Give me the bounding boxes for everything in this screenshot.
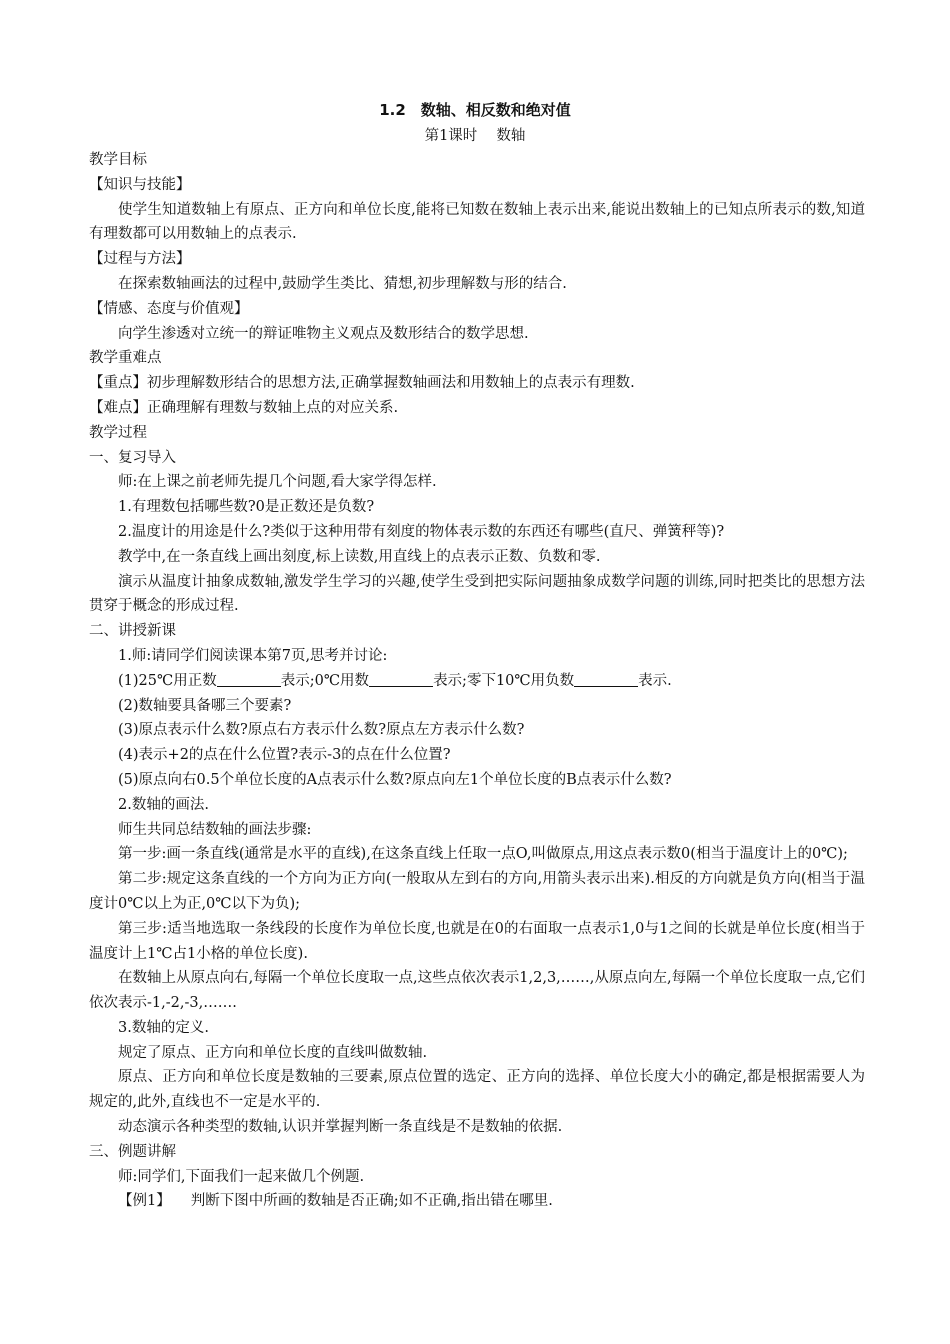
lesson-subtitle: 第1课时 数轴	[424, 128, 526, 144]
example-1-label: 【例1】	[118, 1193, 171, 1210]
document-body	[89, 148, 865, 1214]
section-2-question-4: (4)表示+2的点在什么位置?表示-3的点在什么位置?	[118, 747, 451, 764]
knowledge-label: 【知识与技能】	[89, 176, 191, 193]
section-2-question-5: (5)原点向右0.5个单位长度的A点表示什么数?原点向左1个单位长度的B点表示什么数?	[118, 771, 672, 788]
process-heading: 教学过程	[89, 424, 147, 441]
emotion-label: 【情感、态度与价值观】	[89, 300, 249, 317]
step-3-paragraph: 第三步:适当地选取一条线段的长度作为单位长度,也就是在0的右面取一点表示1,0与1之间的长就是单位长度(相当于温度计上1℃占1小格的单位长度).	[89, 920, 865, 962]
example-1-text: 判断下图中所画的数轴是否正确;如不正确,指出错在哪里.	[190, 1193, 553, 1210]
fill-blank-3[interactable]	[574, 672, 638, 687]
section-2-drawing-heading: 2.数轴的画法.	[118, 796, 209, 813]
section-1-heading: 一、复习导入	[89, 449, 176, 466]
unit-points-paragraph: 在数轴上从原点向右,每隔一个单位长度取一点,这些点依次表示1,2,3,……,从原点向左,每隔一个单位长度取一点,它们依次表示-1,-2,-3,…….	[89, 970, 865, 1012]
fill-blank-2[interactable]	[369, 672, 433, 687]
section-2-heading: 二、讲授新课	[89, 623, 176, 640]
difficult-point: 【难点】正确理解有理数与数轴上点的对应关系.	[89, 399, 399, 416]
section-1-intro: 师:在上课之前老师先提几个问题,看大家学得怎样.	[118, 474, 437, 491]
section-2-question-2: (2)数轴要具备哪三个要素?	[118, 697, 292, 714]
process-label: 【过程与方法】	[89, 251, 191, 268]
question-1-part-b: 表示;0℃用数	[280, 672, 370, 689]
section-1-question-2: 2.温度计的用途是什么?类似于这种用带有刻度的物体表示数的东西还有哪些(直尺、弹簧秤等)?	[118, 523, 725, 540]
emotion-paragraph: 向学生渗透对立统一的辩证唯物主义观点及数形结合的数学思想.	[118, 325, 529, 342]
section-2-summary-intro: 师生共同总结数轴的画法步骤:	[118, 821, 312, 838]
demo-paragraph: 动态演示各种类型的数轴,认识并掌握判断一条直线是不是数轴的依据.	[118, 1119, 563, 1136]
question-1-part-a: (1)25℃用正数	[118, 672, 217, 689]
question-1-part-d: 表示.	[638, 672, 672, 689]
step-1-paragraph: 第一步:画一条直线(通常是水平的直线),在这条直线上任取一点O,叫做原点,用这点表示数0(相当于温度计上的0℃);	[118, 846, 848, 863]
process-paragraph: 在探索数轴画法的过程中,鼓励学生类比、猜想,初步理解数与形的结合.	[118, 275, 567, 292]
objectives-heading: 教学目标	[89, 152, 147, 168]
page-title: 1.2 数轴、相反数和绝对值	[379, 101, 571, 119]
section-1-question-1: 1.有理数包括哪些数?0是正数还是负数?	[118, 499, 375, 516]
knowledge-paragraph: 使学生知道数轴上有原点、正方向和单位长度,能将已知数在数轴上表示出来,能说出数轴上的已知点所表示的数,知道有理数都可以用数轴上的点表示.	[89, 201, 865, 243]
three-elements-paragraph: 原点、正方向和单位长度是数轴的三要素,原点位置的选定、正方向的选择、单位长度大小的确定,都是根据需要人为规定的,此外,直线也不一定是水平的.	[89, 1069, 865, 1111]
definition-heading: 3.数轴的定义.	[118, 1019, 209, 1036]
section-2-intro: 1.师:请同学们阅读课本第7页,思考并讨论:	[118, 647, 388, 664]
fill-blank-1[interactable]	[217, 672, 281, 687]
example-1	[89, 1189, 865, 1214]
definition-text: 规定了原点、正方向和单位长度的直线叫做数轴.	[118, 1044, 428, 1061]
step-2-paragraph: 第二步:规定这条直线的一个方向为正方向(一般取从左到右的方向,用箭头表示出来).相反的方向就是负方向(相当于温度计0℃以上为正,0℃以下为负);	[89, 871, 865, 912]
section-3-intro: 师:同学们,下面我们一起来做几个例题.	[118, 1168, 365, 1185]
keypoints-heading: 教学重难点	[89, 350, 162, 367]
section-2-question-3: (3)原点表示什么数?原点右方表示什么数?原点左方表示什么数?	[118, 722, 525, 739]
key-point: 【重点】初步理解数形结合的思想方法,正确掌握数轴画法和用数轴上的点表示有理数.	[89, 375, 635, 392]
section-3-heading: 三、例题讲解	[89, 1143, 176, 1160]
section-1-paragraph-3: 演示从温度计抽象成数轴,激发学生学习的兴趣,使学生受到把实际问题抽象成数学问题的训练,同时把类比的思想方法贯穿于概念的形成过程.	[89, 573, 865, 615]
question-1-part-c: 表示;零下10℃用负数	[433, 672, 575, 689]
section-1-paragraph-2: 教学中,在一条直线上画出刻度,标上读数,用直线上的点表示正数、负数和零.	[118, 548, 601, 565]
section-2-question-1	[89, 669, 865, 694]
